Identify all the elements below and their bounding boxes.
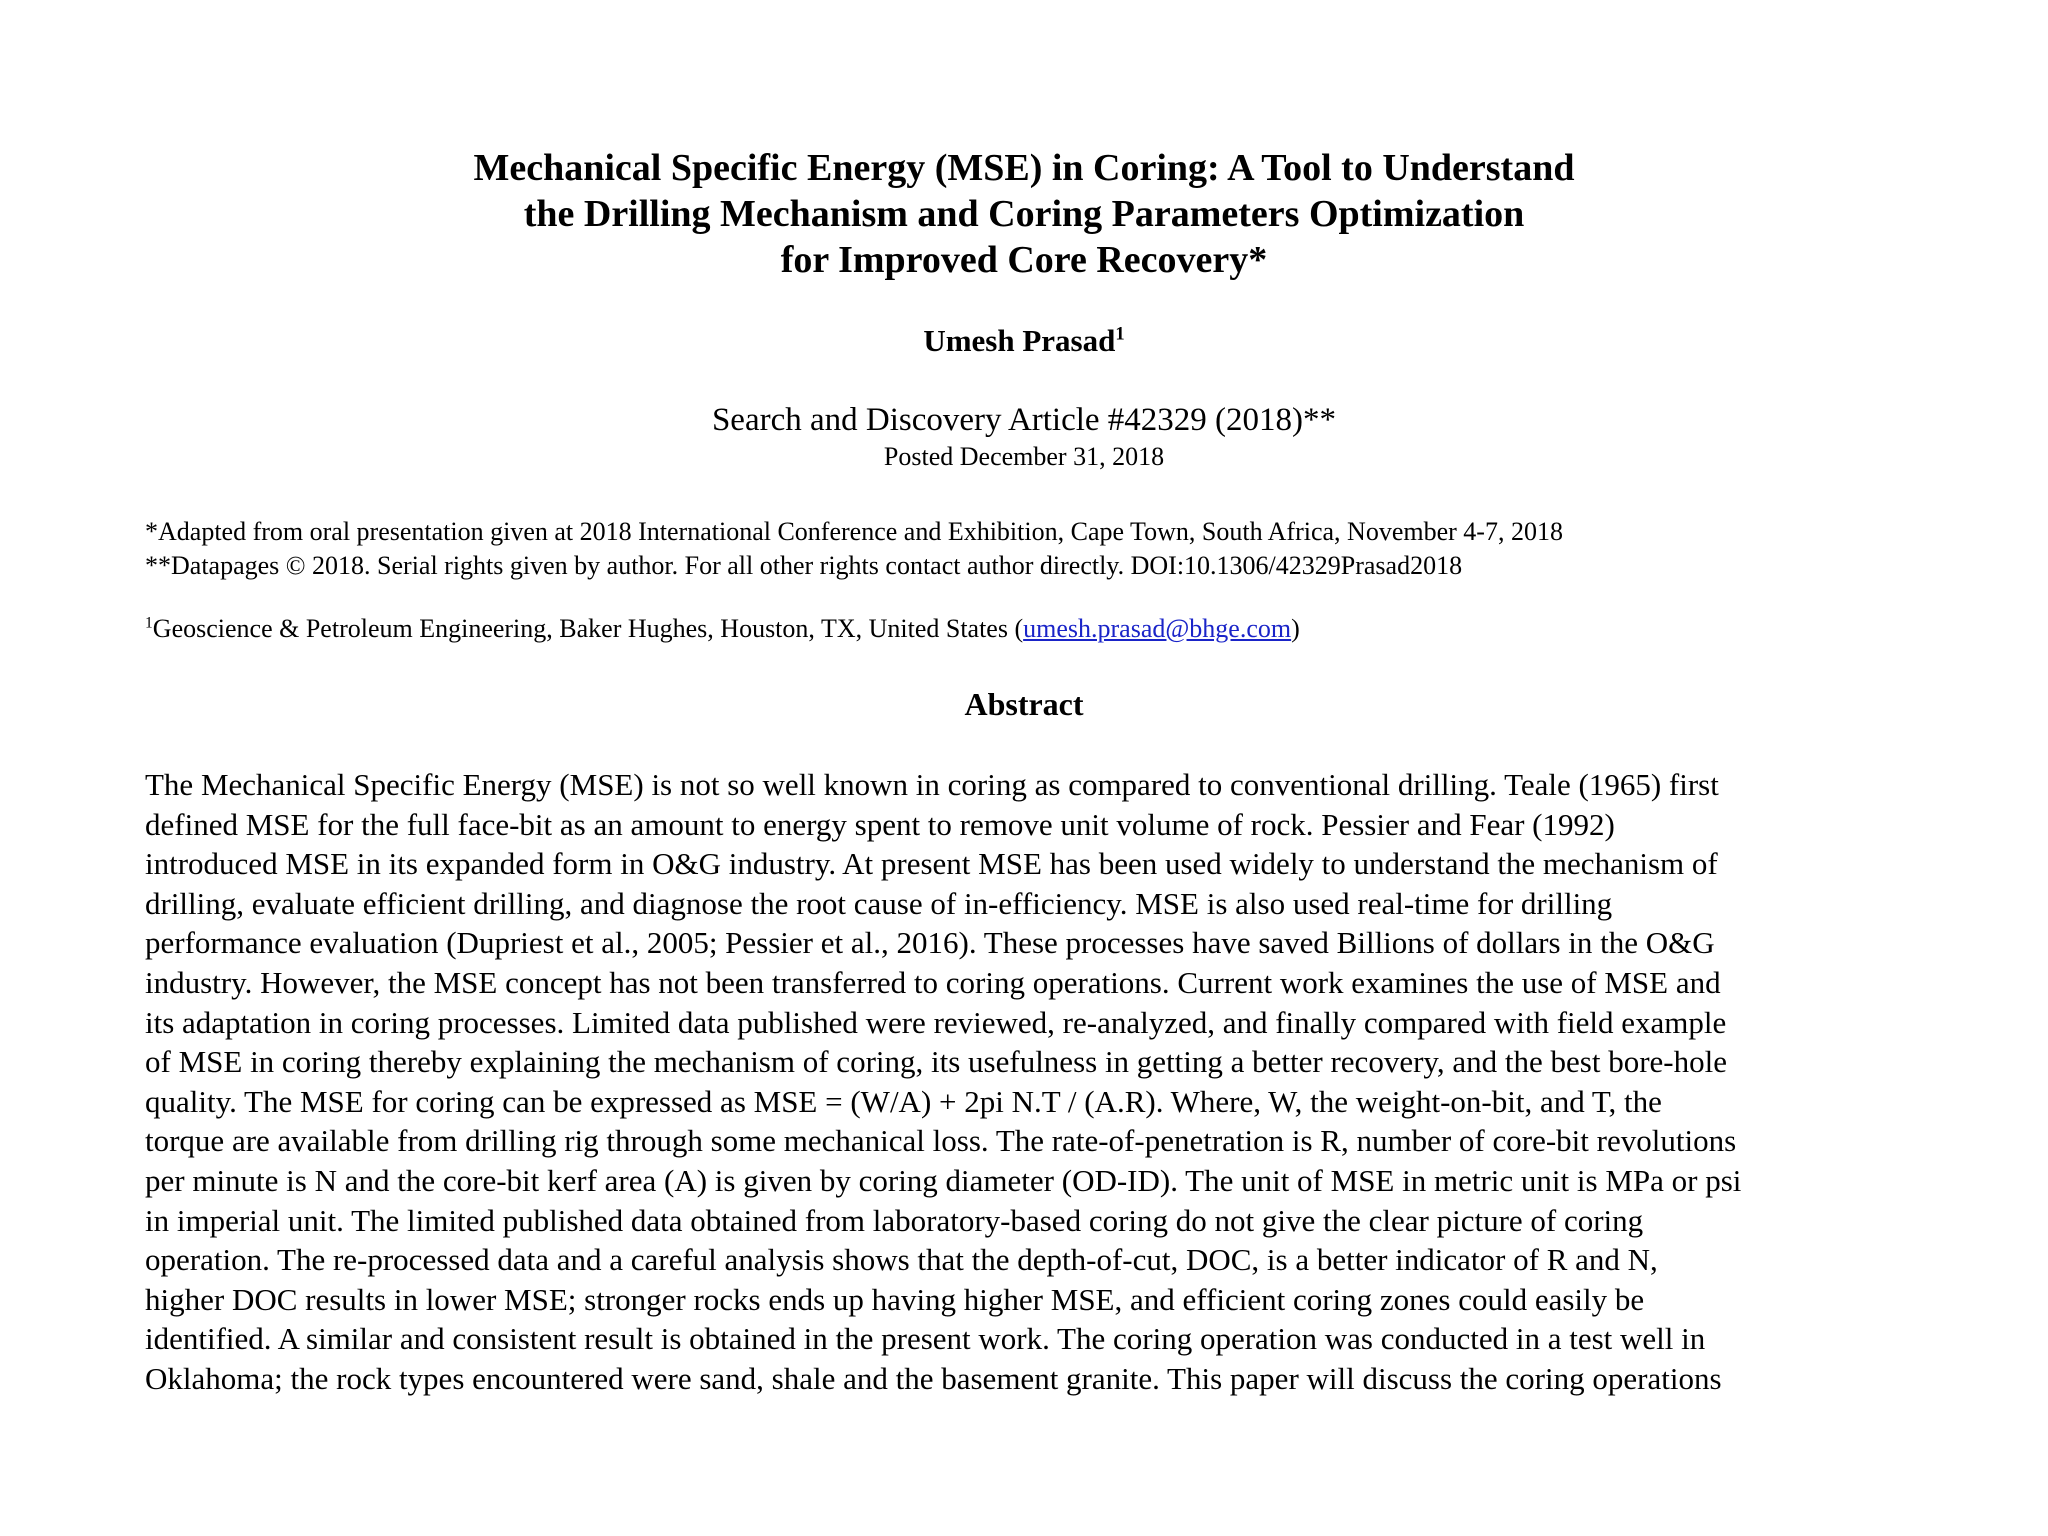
abstract-line: per minute is N and the core-bit kerf area (A) is given by coring diameter (OD-ID). The unit of MSE in metric unit is MPa or psi: [145, 1162, 1742, 1198]
abstract-heading: Abstract: [964, 686, 1084, 722]
paper-title: [0, 145, 2048, 283]
article-identifier: Search and Discovery Article #42329 (2018)**: [711, 402, 1337, 438]
abstract-line: industry. However, the MSE concept has not been transferred to coring operations. Current work examines the use of MSE and: [145, 964, 1721, 1000]
author-email-link[interactable]: umesh.prasad@bhge.com: [1023, 614, 1292, 643]
abstract-line: The Mechanical Specific Energy (MSE) is not so well known in coring as compared to conventional drilling. Teale (1965) first: [145, 767, 1719, 802]
affiliation-closing: ): [1291, 614, 1300, 643]
affiliation: [145, 613, 1300, 645]
affiliation-text: Geoscience & Petroleum Engineering, Baker Hughes, Houston, TX, United States (: [152, 614, 1024, 643]
abstract-line: drilling, evaluate efficient drilling, and diagnose the root cause of in-efficiency. MSE is also used real-time for drilling: [145, 885, 1613, 921]
posted-date: Posted December 31, 2018: [883, 442, 1165, 471]
abstract-line: higher DOC results in lower MSE; stronger rocks ends up having higher MSE, and efficient coring zones could easily be: [145, 1281, 1645, 1317]
abstract-line: Oklahoma; the rock types encountered were sand, shale and the basement granite. This paper will discuss the coring operations: [145, 1360, 1722, 1396]
abstract-body: [145, 765, 1925, 1399]
abstract-line: introduced MSE in its expanded form in O&G industry. At present MSE has been used widely to understand the mechanism of: [145, 846, 1718, 882]
abstract-line: operation. The re-processed data and a careful analysis shows that the depth-of-cut, DOC, is a better indicator of R and N,: [145, 1242, 1658, 1278]
abstract-line: torque are available from drilling rig through some mechanical loss. The rate-of-penetration is R, number of core-bit revolutions: [145, 1123, 1737, 1159]
title-line-3: for Improved Core Recovery*: [780, 239, 1268, 281]
author-superscript: 1: [1115, 323, 1125, 345]
footnote-datapages: **Datapages © 2018. Serial rights given by author. For all other rights contact author directly. DOI:10.1306/42329Prasad2018: [145, 551, 1463, 580]
abstract-line: of MSE in coring thereby explaining the mechanism of coring, its usefulness in getting a better recovery, and the best bore-hole: [145, 1044, 1727, 1080]
abstract-line: performance evaluation (Dupriest et al., 2005; Pessier et al., 2016). These processes have saved Billions of dollars in the O&G: [145, 925, 1715, 961]
title-line-1: Mechanical Specific Energy (MSE) in Coring: A Tool to Understand: [473, 147, 1575, 189]
abstract-line: quality. The MSE for coring can be expressed as MSE = (W/A) + 2pi N.T / (A.R). Where, W, the weight-on-bit, and T, the: [145, 1083, 1662, 1119]
title-line-2: the Drilling Mechanism and Coring Parameters Optimization: [523, 193, 1525, 235]
abstract-line: defined MSE for the full face-bit as an amount to energy spent to remove unit volume of rock. Pessier and Fear (1992): [145, 806, 1615, 842]
abstract-line: its adaptation in coring processes. Limited data published were reviewed, re-analyzed, and finally compared with field example: [145, 1004, 1727, 1040]
author-name: Umesh Prasad: [923, 323, 1116, 358]
footnote-adapted: *Adapted from oral presentation given at 2018 International Conference and Exhibition, Cape Town, South Africa, November 4-7, 2018: [145, 517, 1563, 546]
abstract-line: in imperial unit. The limited published data obtained from laboratory-based coring do not give the clear picture of coring: [145, 1202, 1644, 1238]
affiliation-superscript: 1: [145, 614, 153, 632]
abstract-line: identified. A similar and consistent result is obtained in the present work. The coring operation was conducted in a test well in: [145, 1321, 1706, 1357]
footnotes: [145, 515, 1563, 583]
author-line: [0, 323, 2048, 359]
